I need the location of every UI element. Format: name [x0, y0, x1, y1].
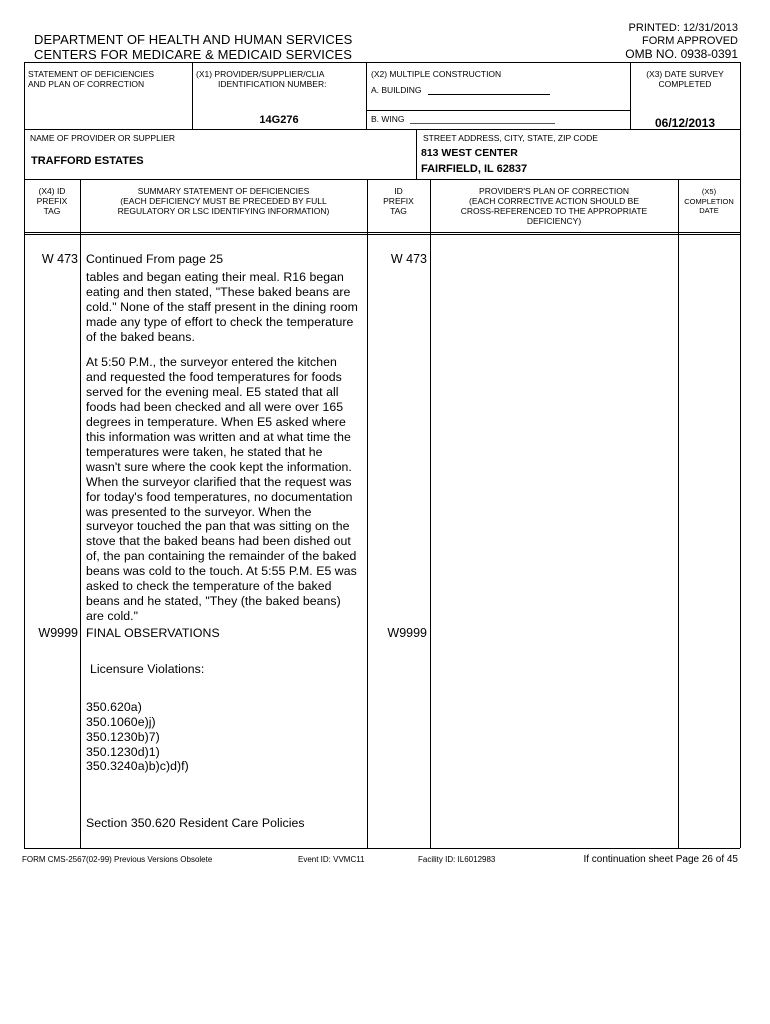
- section-heading: Section 350.620 Resident Care Policies: [86, 816, 305, 831]
- x3-label-line2: COMPLETED: [658, 79, 712, 89]
- rule-v-col2: [367, 179, 368, 848]
- rule-v-col3: [430, 179, 431, 848]
- agency-name: CENTERS FOR MEDICARE & MEDICAID SERVICES: [34, 47, 352, 62]
- x3-label-line1: (X3) DATE SURVEY: [646, 69, 724, 79]
- licensure-violations-heading: Licensure Violations:: [90, 661, 205, 676]
- form-identifier: FORM CMS-2567(02-99) Previous Versions Obsolete: [22, 855, 213, 864]
- rule-v-x2: [366, 62, 367, 129]
- statement-label: [28, 69, 154, 89]
- violation-list: [86, 700, 358, 775]
- provider-name-label: NAME OF PROVIDER OR SUPPLIER: [30, 133, 175, 143]
- printed-date: PRINTED: 12/31/2013: [628, 22, 738, 34]
- id-header: [367, 186, 430, 216]
- rule-v-col1: [80, 179, 81, 848]
- address-line2: FAIRFIELD, IL 62837: [421, 163, 528, 175]
- rule-v-address: [416, 129, 417, 179]
- rule-h-header-bottom-2: [24, 234, 740, 235]
- department-name: DEPARTMENT OF HEALTH AND HUMAN SERVICES: [34, 32, 353, 47]
- final-observations-block: [86, 626, 358, 831]
- x2-label: (X2) MULTIPLE CONSTRUCTION: [371, 69, 502, 79]
- x5-header-line1: (X5): [701, 187, 717, 196]
- rule-h-row3: [24, 179, 740, 180]
- paragraph-2: At 5:50 P.M., the surveyor entered the kitchen and requested the food temperatures for foods served for the evening meal. E5 stated that all foods had been checked and all were over 165 degrees in temperature. When E5 asked where this information was written and at what time the temperatures were taken, he stated that he wasn't sure where the cook kept the information. When the surveyor clarified that the request was for today's food temperatures, no documentation was presented to the surveyor. When the surveyor touched the pan that was sitting on the stove that the baked beans had been dished out of, the pan containing the remainder of the baked beans was cold to the touch. At 5:55 P.M. E5 was asked to check the temperature of the baked beans and he stated, "They (the baked beans) are cold.": [86, 355, 357, 623]
- violation-item: 350.1230b)7): [86, 729, 160, 744]
- plan-header-line4: DEFICIENCY): [526, 216, 582, 226]
- x1-label-line2: IDENTIFICATION NUMBER:: [218, 79, 327, 89]
- rule-v-col4: [678, 179, 679, 848]
- wing-label: B. WING: [371, 114, 405, 124]
- plan-header-line2: (EACH CORRECTIVE ACTION SHOULD BE: [468, 196, 640, 206]
- omb-number: OMB NO. 0938-0391: [625, 47, 738, 61]
- plan-header: [430, 186, 678, 226]
- form-approved: FORM APPROVED: [642, 35, 738, 47]
- final-observations-heading: FINAL OBSERVATIONS: [86, 626, 220, 640]
- x5-header-line2: COMPLETION: [684, 196, 734, 206]
- tag-w473-right: W 473: [390, 252, 427, 266]
- page-number: If continuation sheet Page 26 of 45: [583, 854, 738, 865]
- id-header-line2: PREFIX: [383, 196, 414, 206]
- violation-item: 350.3240a)b)c)d)f): [86, 759, 189, 774]
- tag-w9999-right: W9999: [387, 626, 427, 640]
- x5-header: [678, 187, 740, 216]
- id-header-line3: TAG: [390, 206, 407, 216]
- x3-label: [630, 69, 740, 89]
- plan-header-line3: CROSS-REFERENCED TO THE APPROPRIATE: [460, 206, 648, 216]
- tag-w9999-left: W9999: [38, 626, 78, 640]
- building-underline: [428, 94, 550, 95]
- rule-h-header-bottom: [24, 232, 740, 233]
- plan-header-line1: PROVIDER'S PLAN OF CORRECTION: [479, 186, 629, 196]
- facility-id: Facility ID: IL6012983: [418, 855, 496, 864]
- x1-label-line1: (X1) PROVIDER/SUPPLIER/CLIA: [196, 69, 325, 79]
- summary-header: [80, 186, 367, 216]
- provider-id-number: 14G276: [259, 114, 299, 126]
- violation-item: 350.620a): [86, 699, 142, 714]
- deficiency-summary: [86, 252, 358, 624]
- wing-underline: [410, 123, 555, 124]
- statement-label-line2: AND PLAN OF CORRECTION: [28, 79, 145, 89]
- print-info: [625, 22, 738, 61]
- rule-bottom: [24, 848, 740, 849]
- x4-header-line1: (X4) ID: [38, 186, 66, 196]
- paragraph-1: tables and began eating their meal. R16 began eating and then stated, "These baked beans are cold." None of the staff present in the dining room made any type of effort to check the temperature of the baked beans.: [86, 269, 358, 344]
- address-line1: 813 WEST CENTER: [421, 147, 518, 159]
- building-label: A. BUILDING: [371, 85, 422, 95]
- department-header: [34, 32, 352, 62]
- provider-name: TRAFFORD ESTATES: [31, 155, 144, 167]
- address-label: STREET ADDRESS, CITY, STATE, ZIP CODE: [423, 133, 598, 143]
- id-header-line1: ID: [394, 186, 403, 196]
- x4-header: [24, 186, 80, 216]
- summary-header-line3: REGULATORY OR LSC IDENTIFYING INFORMATION): [117, 206, 330, 216]
- rule-right: [740, 62, 741, 848]
- x5-header-line3: DATE: [699, 206, 719, 215]
- rule-top: [24, 62, 740, 63]
- continued-note: Continued From page 25: [86, 252, 224, 266]
- x4-header-line2: PREFIX: [36, 196, 68, 206]
- summary-header-line2: (EACH DEFICIENCY MUST BE PRECEDED BY FULL: [120, 196, 327, 206]
- violation-item: 350.1230d)1): [86, 744, 160, 759]
- statement-label-line1: STATEMENT OF DEFICIENCIES: [28, 69, 155, 79]
- x1-label: [196, 69, 364, 89]
- rule-h-wing: [366, 110, 630, 111]
- survey-completed-date: 06/12/2013: [654, 116, 716, 130]
- summary-header-line1: SUMMARY STATEMENT OF DEFICIENCIES: [137, 186, 310, 196]
- violation-item: 350.1060e)j): [86, 714, 156, 729]
- tag-w473-left: W 473: [41, 252, 78, 266]
- event-id: Event ID: VVMC11: [298, 855, 365, 864]
- x4-header-line3: TAG: [43, 206, 61, 216]
